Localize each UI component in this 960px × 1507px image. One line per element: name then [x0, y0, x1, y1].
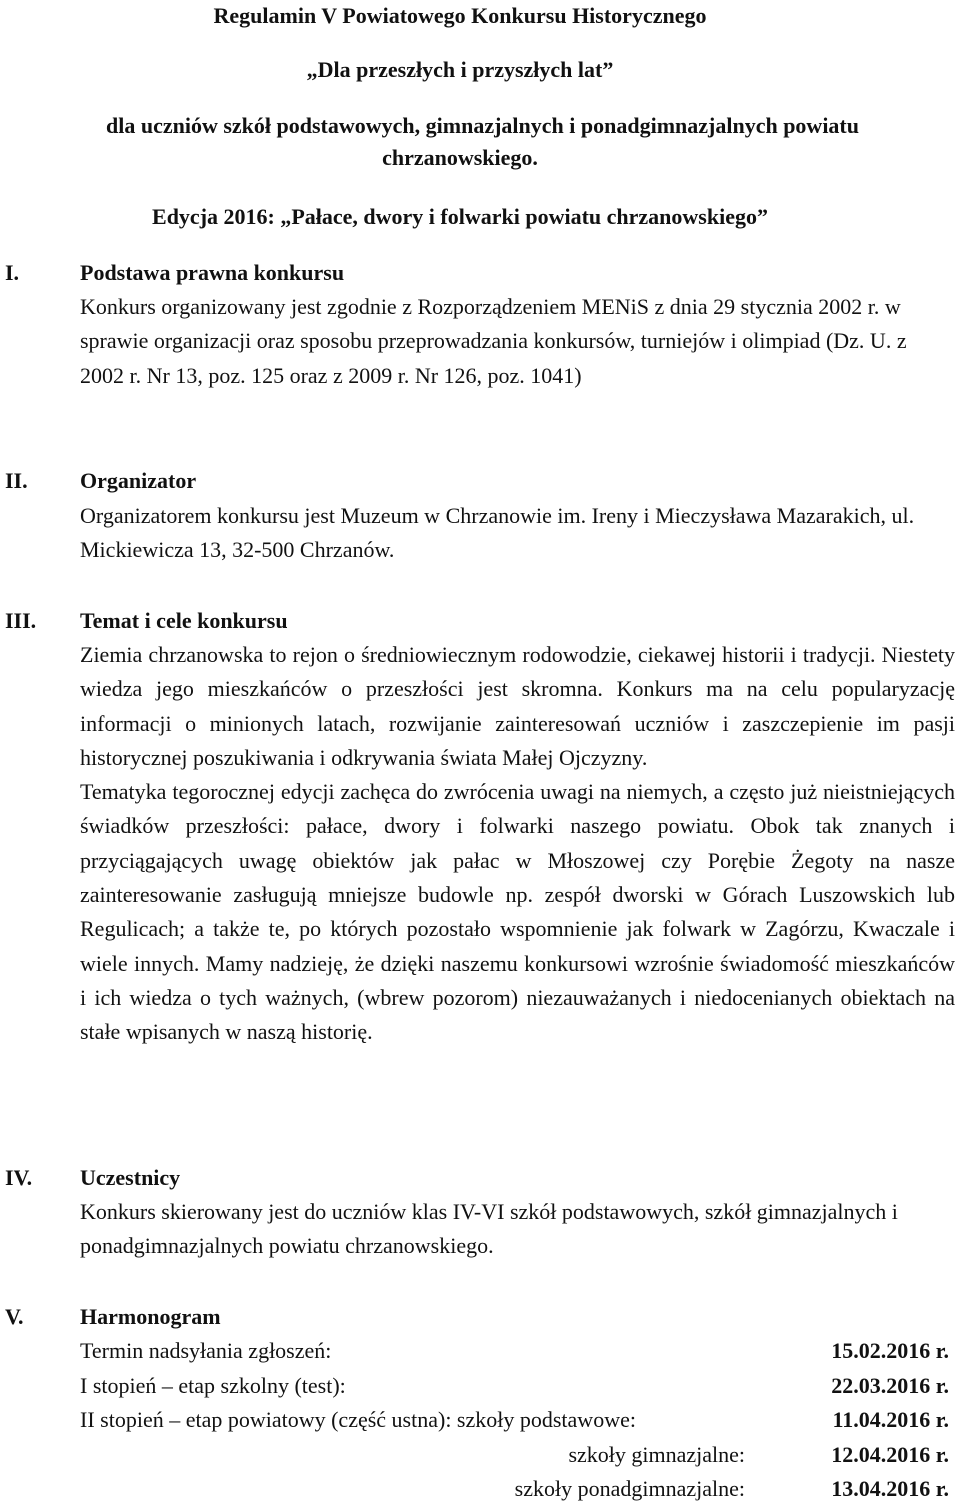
section-heading-participants: Uczestnicy	[80, 1165, 181, 1190]
section-number: III.	[5, 608, 37, 633]
schedule-row	[80, 1403, 955, 1437]
section-number: I.	[5, 260, 20, 285]
legal-basis-text	[80, 290, 955, 393]
schedule-date: 13.04.2016 r.	[831, 1476, 949, 1501]
section-heading-schedule: Harmonogram	[80, 1304, 221, 1329]
schedule-date: 12.04.2016 r.	[831, 1442, 949, 1467]
audience-line: dla uczniów szkół podstawowych, gimnazjalnych i ponadgimnazjalnych powiatu	[106, 113, 859, 138]
schedule-label: Termin nadsyłania zgłoszeń:	[80, 1338, 332, 1363]
schedule-row	[80, 1438, 955, 1472]
paragraph: Ziemia chrzanowska to rejon o średniowiecznym rodowodzie, ciekawej historii i tradycji. Niestety wiedza jego mieszkańców o przeszłości jest skromna. Konkurs ma na celu popularyzację informacji o minionych latach, rozwijanie zainteresowań uczniów i zaszczepienie im pasji historycznej poszukiwania i odkrywania świata Małej Ojczyzny.	[80, 642, 955, 770]
audience-line-continued: chrzanowskiego.	[382, 145, 538, 170]
paragraph: Konkurs skierowany jest do uczniów klas IV-VI szkół podstawowych, szkół gimnazjalnych i ponadgimnazjalnych powiatu chrzanowskiego.	[80, 1199, 898, 1259]
schedule-date: 22.03.2016 r.	[831, 1373, 949, 1398]
schedule-label: szkoły ponadgimnazjalne:	[514, 1476, 745, 1501]
section-number: V.	[5, 1304, 24, 1329]
topic-goals-text	[80, 638, 955, 1050]
organizer-text	[80, 499, 955, 568]
paragraph: Tematyka tegorocznej edycji zachęca do zwrócenia uwagi na niemych, a często już nieistniejących świadków przeszłości: pałace, dwory i folwarki naszego powiatu. Obok tak znanych i przyciągających uwagę obiektów jak pałac w Młoszowej czy Porębie Żegoty na nasze zainteresowanie zasługują mniejsze budowle np. zespół dworski w Górach Luszowskich lub Regulicach; a także te, po których pozostało wspomnienie jak folwark w Zagórzu, Kwaczale i wiele innych. Mamy nadzieję, że dzięki naszemu konkursowi wzrośnie świadomość mieszkańców i ich wiedza o tych ważnych, (wbrew pozorom) niezauważanych i niedocenianych obiektach na stałe wpisanych w naszą historię.	[80, 779, 955, 1045]
schedule-label: szkoły gimnazjalne:	[568, 1442, 745, 1467]
schedule-label: II stopień – etap powiatowy (część ustna): szkoły podstawowe:	[80, 1407, 636, 1432]
schedule-date: 11.04.2016 r.	[832, 1407, 949, 1432]
section-heading-organizer: Organizator	[80, 468, 197, 493]
participants-text	[80, 1195, 955, 1264]
section-number: II.	[5, 468, 28, 493]
edition-title: Edycja 2016: „Pałace, dwory i folwarki powiatu chrzanowskiego”	[152, 204, 768, 229]
schedule-label: I stopień – etap szkolny (test):	[80, 1373, 346, 1398]
schedule-row	[80, 1334, 955, 1368]
section-heading-legal-basis: Podstawa prawna konkursu	[80, 260, 345, 285]
schedule-row	[80, 1472, 955, 1506]
section-heading-topic-goals: Temat i cele konkursu	[80, 608, 288, 633]
paragraph: Organizatorem konkursu jest Muzeum w Chrzanowie im. Ireny i Mieczysława Mazarakich, ul. Mickiewicza 13, 32-500 Chrzanów.	[80, 503, 915, 563]
paragraph: Konkurs organizowany jest zgodnie z Rozporządzeniem MENiS z dnia 29 stycznia 2002 r. w sprawie organizacji oraz sposobu przeprowadzania konkursów, turniejów i olimpiad (Dz. U. z 2002 r. Nr 13, poz. 125 oraz z 2009 r. Nr 126, poz. 1041)	[80, 294, 907, 388]
contest-motto: „Dla przeszłych i przyszłych lat”	[306, 57, 614, 82]
document-title: Regulamin V Powiatowego Konkursu Historycznego	[213, 3, 707, 28]
schedule-row	[80, 1369, 955, 1403]
section-number: IV.	[5, 1165, 33, 1190]
schedule-date: 15.02.2016 r.	[831, 1338, 949, 1363]
